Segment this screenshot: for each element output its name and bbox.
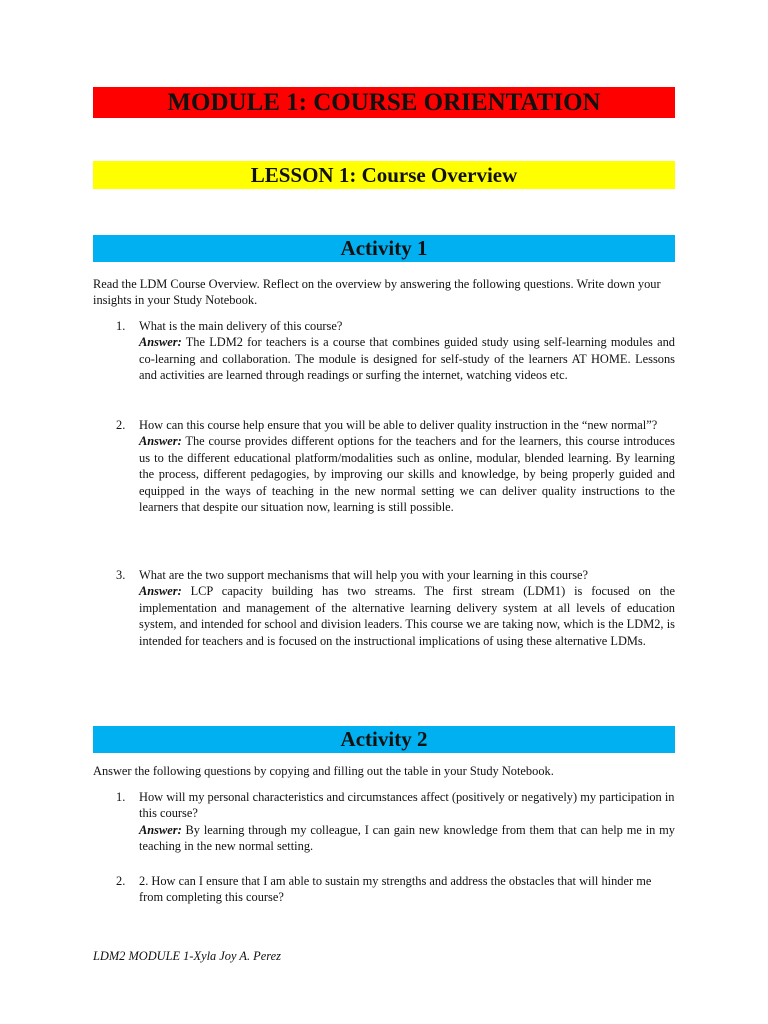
answer-label: Answer: [139, 822, 182, 837]
answer-label: Answer: [139, 584, 182, 599]
item-number: 2. [116, 874, 126, 888]
activity-1-instructions: Read the LDM Course Overview. Reflect on the overview by answering the following questions. Write down your insights in your Study Notebook. [93, 277, 661, 308]
question-text: What is the main delivery of this course? [139, 319, 343, 333]
item-number: 2. [116, 418, 126, 432]
activity-1-item-1 [93, 318, 675, 384]
activity-2-heading: Activity 2 [93, 726, 675, 753]
activity-2-instructions: Answer the following questions by copying and filling out the table in your Study Notebook. [93, 764, 554, 778]
activity-1-item-2 [93, 417, 675, 515]
question-text: What are the two support mechanisms that will help you with your learning in this course? [139, 568, 589, 582]
activity-2-item-1 [93, 789, 675, 855]
lesson-title: LESSON 1: Course Overview [93, 161, 675, 189]
activity-1-item-3 [93, 567, 675, 649]
activity-1-heading: Activity 1 [93, 235, 675, 262]
activity-2-item-2 [93, 873, 675, 906]
item-number: 1. [116, 319, 126, 333]
question-text: How will my personal characteristics and circumstances affect (positively or negatively) my participation in this course? [139, 790, 675, 821]
page-footer: LDM2 MODULE 1-Xyla Joy A. Perez [93, 949, 281, 963]
item-number: 3. [116, 568, 126, 582]
answer-body: LCP capacity building has two streams. The first stream (LDM1) is focused on the implementation and management of the alternative learning delivery system at all levels of education system, and intended for school and division leaders. This course we are taking now, which is the LDM2, is intended for teachers and is focused on the instructional implications of using these alternative LDMs. [139, 584, 675, 648]
answer-text [139, 822, 675, 855]
answer-text [139, 433, 675, 515]
answer-text [139, 334, 675, 383]
answer-body: The LDM2 for teachers is a course that combines guided study using self-learning modules and co-learning and collaboration. The module is designed for self-study of the learners AT HOME. Lessons and activities are learned through readings or surfing the internet, watching videos etc. [139, 335, 675, 383]
question-text: How can this course help ensure that you will be able to deliver quality instruction in the “new normal”? [139, 418, 658, 432]
answer-body: By learning through my colleague, I can gain new knowledge from them that can help me in my teaching in the new normal setting. [139, 822, 675, 854]
answer-label: Answer: [139, 434, 182, 449]
answer-body: The course provides different options for the teachers and for the learners, this course introduces us to the different educational platform/modalities such as online, modular, blended learning. By learning the process, different pedagogies, by improving our skills and knowledge, by being properly guided and equipped in the ways of teaching in the new normal setting we can deliver quality instructions to the learners that despite our situation now, learning is still possible. [139, 434, 675, 515]
answer-text [139, 583, 675, 649]
question-text: 2. How can I ensure that I am able to sustain my strengths and address the obstacles that will hinder me from completing this course? [139, 874, 652, 905]
answer-label: Answer: [139, 335, 182, 350]
module-title: MODULE 1: COURSE ORIENTATION [93, 87, 675, 118]
item-number: 1. [116, 790, 126, 804]
